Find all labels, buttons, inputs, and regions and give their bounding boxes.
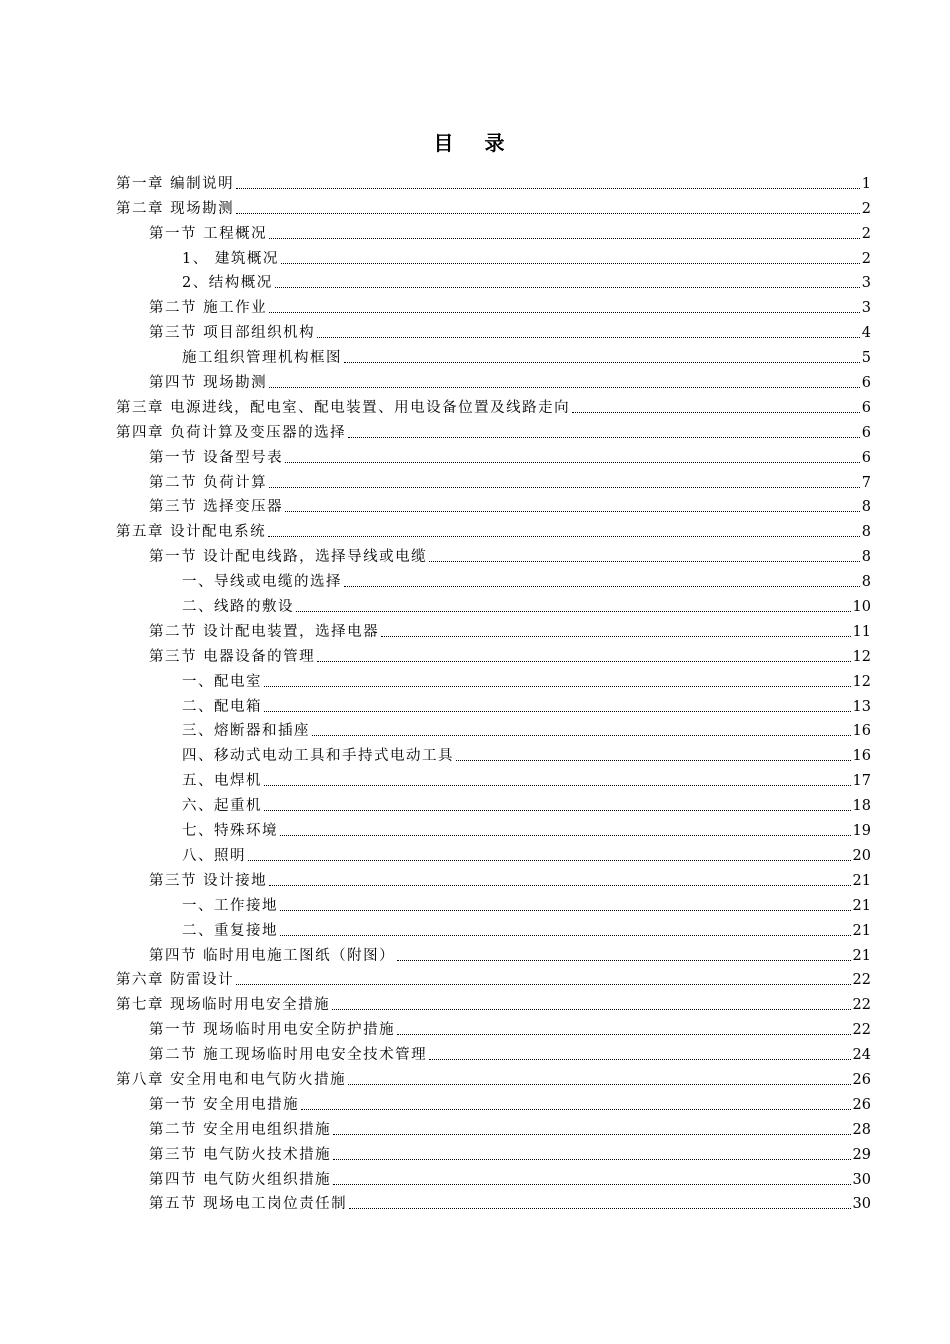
- toc-dot-leader: [397, 1034, 850, 1035]
- toc-dot-leader: [248, 860, 851, 861]
- toc-dot-leader: [429, 1059, 850, 1060]
- toc-dot-leader: [572, 412, 860, 413]
- toc-entry[interactable]: [116, 492, 871, 517]
- toc-entry[interactable]: [116, 1039, 871, 1064]
- toc-entry-text: 八、照明: [182, 847, 246, 864]
- toc-page-number: 17: [852, 773, 871, 790]
- toc-entry-text: 第三节 电气防火技术措施: [149, 1146, 332, 1163]
- toc-dot-leader: [268, 536, 860, 537]
- toc-page-number: 22: [852, 972, 871, 989]
- toc-entry-text: 三、熔断器和插座: [182, 723, 310, 740]
- toc-dot-leader: [280, 835, 851, 836]
- toc-entry[interactable]: [116, 367, 871, 392]
- toc-entry[interactable]: [116, 965, 871, 990]
- toc-entry-text: 五、电焊机: [182, 773, 262, 790]
- toc-dot-leader: [332, 1009, 850, 1010]
- toc-entry[interactable]: [116, 740, 871, 765]
- toc-page-number: 8: [861, 499, 871, 516]
- toc-page-number: 13: [852, 698, 871, 715]
- toc-entry-text: 第一节 安全用电措施: [149, 1096, 300, 1113]
- toc-dot-leader: [397, 960, 850, 961]
- toc-entry[interactable]: [116, 940, 871, 965]
- toc-dot-leader: [348, 437, 860, 438]
- toc-dot-leader: [264, 785, 851, 786]
- toc-page-number: 8: [861, 524, 871, 541]
- toc-entry-text: 第一节 设备型号表: [149, 449, 284, 466]
- toc-entry[interactable]: [116, 591, 871, 616]
- toc-dot-leader: [269, 885, 850, 886]
- toc-dot-leader: [269, 238, 860, 239]
- toc-entry[interactable]: [116, 292, 871, 317]
- toc-dot-leader: [236, 213, 860, 214]
- toc-page-number: 28: [852, 1121, 871, 1138]
- toc-entry[interactable]: [116, 840, 871, 865]
- toc-entry[interactable]: [116, 716, 871, 741]
- toc-entry[interactable]: [116, 516, 871, 541]
- toc-entry-text: 1、 建筑概况: [182, 250, 279, 267]
- toc-dot-leader: [333, 1159, 850, 1160]
- toc-entry-text: 第六章 防雷设计: [116, 972, 235, 989]
- toc-page-number: 12: [852, 673, 871, 690]
- toc-page-number: 16: [852, 748, 871, 765]
- toc-dot-leader: [429, 561, 860, 562]
- toc-entry[interactable]: [116, 243, 871, 268]
- toc-dot-leader: [269, 387, 860, 388]
- toc-entry-text: 第三节 选择变压器: [149, 499, 284, 516]
- toc-dot-leader: [317, 337, 860, 338]
- toc-dot-leader: [269, 487, 860, 488]
- toc-entry[interactable]: [116, 342, 871, 367]
- toc-page-number: 2: [861, 200, 871, 217]
- toc-page-number: 10: [852, 599, 871, 616]
- toc-entry[interactable]: [116, 865, 871, 890]
- toc-page-number: 5: [861, 350, 871, 367]
- toc-entry[interactable]: [116, 541, 871, 566]
- toc-entry[interactable]: [116, 1139, 871, 1164]
- toc-page-number: 6: [861, 424, 871, 441]
- toc-list: [116, 168, 871, 1213]
- toc-entry-text: 四、移动式电动工具和手持式电动工具: [182, 748, 454, 765]
- toc-entry-text: 二、配电箱: [182, 698, 262, 715]
- toc-dot-leader: [381, 636, 850, 637]
- toc-page-number: 18: [852, 798, 871, 815]
- toc-page-number: 4: [861, 325, 871, 342]
- toc-entry[interactable]: [116, 1189, 871, 1214]
- toc-page-number: 20: [852, 847, 871, 864]
- toc-entry[interactable]: [116, 915, 871, 940]
- toc-entry-text: 第二节 施工作业: [149, 300, 268, 317]
- toc-page-number: 24: [852, 1047, 871, 1064]
- toc-entry[interactable]: [116, 1164, 871, 1189]
- toc-entry[interactable]: [116, 392, 871, 417]
- toc-entry[interactable]: [116, 566, 871, 591]
- toc-entry-text: 施工组织管理机构框图: [182, 350, 342, 367]
- toc-entry[interactable]: [116, 417, 871, 442]
- toc-page-number: 21: [852, 897, 871, 914]
- toc-dot-leader: [348, 1084, 850, 1085]
- toc-entry-text: 第三节 项目部组织机构: [149, 325, 316, 342]
- toc-dot-leader: [312, 735, 851, 736]
- toc-page-number: 22: [852, 997, 871, 1014]
- toc-page-number: 7: [861, 474, 871, 491]
- toc-dot-leader: [285, 511, 860, 512]
- toc-dot-leader: [344, 586, 860, 587]
- toc-page-number: 8: [861, 549, 871, 566]
- toc-page-number: 21: [852, 947, 871, 964]
- toc-page-number: 26: [852, 1096, 871, 1113]
- toc-entry-text: 第一章 编制说明: [116, 175, 235, 192]
- toc-dot-leader: [236, 984, 850, 985]
- toc-entry[interactable]: [116, 442, 871, 467]
- toc-page-number: 12: [852, 648, 871, 665]
- toc-entry[interactable]: [116, 616, 871, 641]
- toc-page-number: 22: [852, 1022, 871, 1039]
- toc-entry-text: 二、线路的敷设: [182, 599, 294, 616]
- toc-dot-leader: [275, 287, 860, 288]
- toc-entry-text: 第二章 现场勘测: [116, 200, 235, 217]
- toc-entry[interactable]: [116, 1014, 871, 1039]
- toc-entry-text: 第二节 施工现场临时用电安全技术管理: [149, 1047, 428, 1064]
- toc-entry-text: 一、工作接地: [182, 897, 278, 914]
- toc-entry-text: 第四节 电气防火组织措施: [149, 1171, 332, 1188]
- toc-entry-text: 第七章 现场临时用电安全措施: [116, 997, 331, 1014]
- toc-page-number: 19: [852, 823, 871, 840]
- toc-dot-leader: [344, 362, 860, 363]
- toc-entry-text: 第三节 设计接地: [149, 872, 268, 889]
- toc-entry[interactable]: [116, 691, 871, 716]
- toc-page-number: 29: [852, 1146, 871, 1163]
- toc-page-number: 21: [852, 872, 871, 889]
- toc-dot-leader: [301, 1109, 850, 1110]
- toc-entry-text: 第二节 安全用电组织措施: [149, 1121, 332, 1138]
- toc-dot-leader: [333, 1184, 850, 1185]
- toc-dot-leader: [456, 760, 851, 761]
- toc-entry-text: 六、起重机: [182, 798, 262, 815]
- toc-entry[interactable]: [116, 666, 871, 691]
- toc-dot-leader: [264, 711, 851, 712]
- toc-dot-leader: [333, 1134, 850, 1135]
- toc-entry[interactable]: [116, 467, 871, 492]
- toc-entry[interactable]: [116, 641, 871, 666]
- toc-dot-leader: [317, 661, 850, 662]
- toc-dot-leader: [349, 1208, 850, 1209]
- toc-dot-leader: [264, 686, 851, 687]
- toc-dot-leader: [269, 312, 860, 313]
- toc-entry-text: 第五章 设计配电系统: [116, 524, 267, 541]
- toc-entry-text: 第一节 设计配电线路，选择导线或电缆: [149, 549, 428, 566]
- toc-page-number: 3: [861, 275, 871, 292]
- toc-dot-leader: [280, 935, 851, 936]
- toc-entry-text: 第一节 工程概况: [149, 225, 268, 242]
- toc-title: 目 录: [433, 131, 517, 155]
- toc-entry[interactable]: [116, 193, 871, 218]
- toc-entry[interactable]: [116, 218, 871, 243]
- toc-dot-leader: [236, 188, 860, 189]
- toc-entry-text: 一、配电室: [182, 673, 262, 690]
- toc-entry-text: 第四节 现场勘测: [149, 375, 268, 392]
- toc-entry[interactable]: [116, 890, 871, 915]
- toc-entry[interactable]: [116, 765, 871, 790]
- toc-page-number: 2: [861, 250, 871, 267]
- toc-entry[interactable]: [116, 268, 871, 293]
- toc-page-number: 30: [852, 1196, 871, 1213]
- toc-page-number: 26: [852, 1071, 871, 1088]
- toc-page-number: 30: [852, 1171, 871, 1188]
- toc-page-number: 6: [861, 375, 871, 392]
- toc-dot-leader: [296, 611, 851, 612]
- toc-entry-text: 第二节 负荷计算: [149, 474, 268, 491]
- toc-entry-text: 2、结构概况: [182, 275, 273, 292]
- toc-entry-text: 第五节 现场电工岗位责任制: [149, 1196, 348, 1213]
- toc-entry-text: 第四节 临时用电施工图纸（附图）: [149, 947, 396, 964]
- toc-entry[interactable]: [116, 1064, 871, 1089]
- toc-entry-text: 第二节 设计配电装置，选择电器: [149, 623, 380, 640]
- toc-page-number: 6: [861, 399, 871, 416]
- toc-entry-text: 第三章 电源进线，配电室、配电装置、用电设备位置及线路走向: [116, 399, 571, 416]
- toc-entry-text: 第三节 电器设备的管理: [149, 648, 316, 665]
- toc-page-number: 11: [852, 623, 871, 640]
- toc-entry-text: 二、重复接地: [182, 922, 278, 939]
- toc-page-number: 2: [861, 225, 871, 242]
- toc-page-number: 6: [861, 449, 871, 466]
- toc-page-number: 8: [861, 574, 871, 591]
- toc-entry[interactable]: [116, 790, 871, 815]
- toc-entry[interactable]: [116, 317, 871, 342]
- toc-entry-text: 第八章 安全用电和电气防火措施: [116, 1071, 347, 1088]
- toc-entry[interactable]: [116, 168, 871, 193]
- toc-entry[interactable]: [116, 1114, 871, 1139]
- toc-page-number: 16: [852, 723, 871, 740]
- toc-entry[interactable]: [116, 1089, 871, 1114]
- toc-entry[interactable]: [116, 989, 871, 1014]
- toc-dot-leader: [281, 263, 860, 264]
- toc-page-number: 1: [861, 175, 871, 192]
- toc-page-number: 3: [861, 300, 871, 317]
- toc-page-number: 21: [852, 922, 871, 939]
- toc-entry-text: 第四章 负荷计算及变压器的选择: [116, 424, 347, 441]
- toc-dot-leader: [264, 810, 851, 811]
- toc-entry-text: 第一节 现场临时用电安全防护措施: [149, 1022, 396, 1039]
- toc-entry-text: 一、导线或电缆的选择: [182, 574, 342, 591]
- toc-entry-text: 七、特殊环境: [182, 823, 278, 840]
- toc-entry[interactable]: [116, 815, 871, 840]
- toc-dot-leader: [280, 910, 851, 911]
- toc-dot-leader: [285, 462, 860, 463]
